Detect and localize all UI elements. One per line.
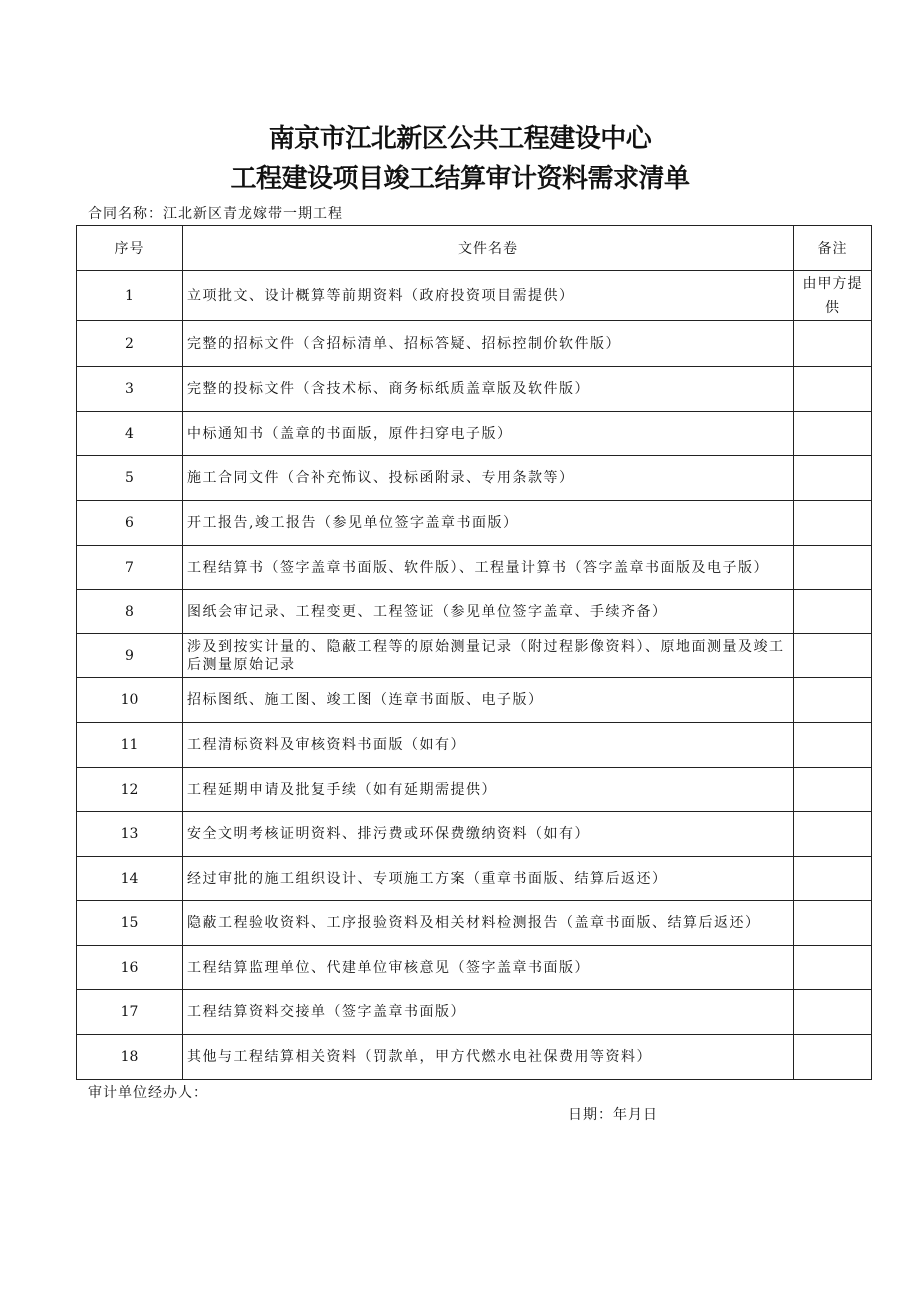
row-name: 其他与工程结算相关资料（罚款单，甲方代燃水电社保费用等资料） [183,1035,794,1080]
table-row [77,723,872,768]
row-name: 立项批文、设计概算等前期资料（政府投资项目需提供） [183,271,794,321]
row-note [794,723,872,768]
page-title-org: 南京市江北新区公共工程建设中心 [268,124,652,154]
table-row [77,634,872,678]
row-note [794,946,872,990]
requirements-table [76,225,872,1080]
row-name: 隐蔽工程验收资料、工序报验资料及相关材料检测报告（盖章书面版、结算后返还） [183,901,794,946]
row-name: 安全文明考核证明资料、排污费或环保费缴纳资料（如有） [183,812,794,857]
page-title-doc: 工程建设项目竣工结算审计资料需求清单 [230,164,690,194]
row-note [794,367,872,412]
row-note [794,812,872,857]
row-note: 由甲方提供 [794,271,872,321]
row-name: 工程结算书（签字盖章书面版、软件版）、工程量计算书（答字盖章书面版及电子版） [183,546,794,590]
row-no: 1 [77,271,183,321]
row-name: 涉及到按实计量的、隐蔽工程等的原始测量记录（附过程影像资料）、原地面测量及竣工后测量原始记录 [183,634,794,678]
table-row [77,1035,872,1080]
row-no: 8 [77,590,183,634]
row-no: 4 [77,412,183,456]
row-no: 13 [77,812,183,857]
row-no: 11 [77,723,183,768]
table-row [77,321,872,367]
row-no: 3 [77,367,183,412]
row-no: 5 [77,456,183,501]
row-name: 工程清标资料及审核资料书面版（如有） [183,723,794,768]
row-no: 6 [77,501,183,546]
table-row [77,812,872,857]
row-name: 工程结算监理单位、代建单位审核意见（签字盖章书面版） [183,946,794,990]
row-note [794,990,872,1035]
header-no: 序号 [77,226,183,271]
row-note [794,857,872,901]
row-no: 15 [77,901,183,946]
table-row [77,501,872,546]
row-no: 9 [77,634,183,678]
row-name: 工程结算资料交接单（签字盖章书面版） [183,990,794,1035]
row-name: 经过审批的施工组织设计、专项施工方案（重章书面版、结算后返还） [183,857,794,901]
date-label: 日期：年月日 [568,1107,658,1123]
row-note [794,456,872,501]
table-row [77,678,872,723]
table-row [77,456,872,501]
row-note [794,590,872,634]
table-row [77,946,872,990]
row-name: 完整的投标文件（含技术标、商务标纸质盖章版及软件版） [183,367,794,412]
row-name: 开工报告,竣工报告（参见单位签字盖章书面版） [183,501,794,546]
row-no: 7 [77,546,183,590]
table-row [77,271,872,321]
table-row [77,901,872,946]
table-row [77,990,872,1035]
row-note [794,768,872,812]
row-note [794,546,872,590]
row-name: 招标图纸、施工图、竣工图（连章书面版、电子版） [183,678,794,723]
row-name: 中标通知书（盖章的书面版，原件扫穿电子版） [183,412,794,456]
row-no: 17 [77,990,183,1035]
row-note [794,321,872,367]
table-row [77,857,872,901]
table-row [77,768,872,812]
row-no: 18 [77,1035,183,1080]
auditor-signature-label: 审计单位经办人： [88,1085,208,1101]
row-note [794,901,872,946]
row-name: 完整的招标文件（含招标清单、招标答疑、招标控制价软件版） [183,321,794,367]
table-row [77,412,872,456]
table-row [77,590,872,634]
header-name: 文件名卷 [183,226,794,271]
row-name: 图纸会审记录、工程变更、工程签证（参见单位签字盖章、手续齐备） [183,590,794,634]
table-row [77,367,872,412]
row-no: 16 [77,946,183,990]
row-name: 工程延期申请及批复手续（如有延期需提供） [183,768,794,812]
table-row [77,546,872,590]
table-header-row [77,226,872,271]
row-no: 14 [77,857,183,901]
row-no: 2 [77,321,183,367]
row-note [794,1035,872,1080]
row-note [794,678,872,723]
row-note [794,412,872,456]
row-note [794,501,872,546]
row-note [794,634,872,678]
row-no: 12 [77,768,183,812]
header-note: 备注 [794,226,872,271]
contract-name: 合同名称：江北新区青龙嫁带一期工程 [88,206,343,222]
row-no: 10 [77,678,183,723]
row-name: 施工合同文件（合补充怖议、投标函附录、专用条款等） [183,456,794,501]
